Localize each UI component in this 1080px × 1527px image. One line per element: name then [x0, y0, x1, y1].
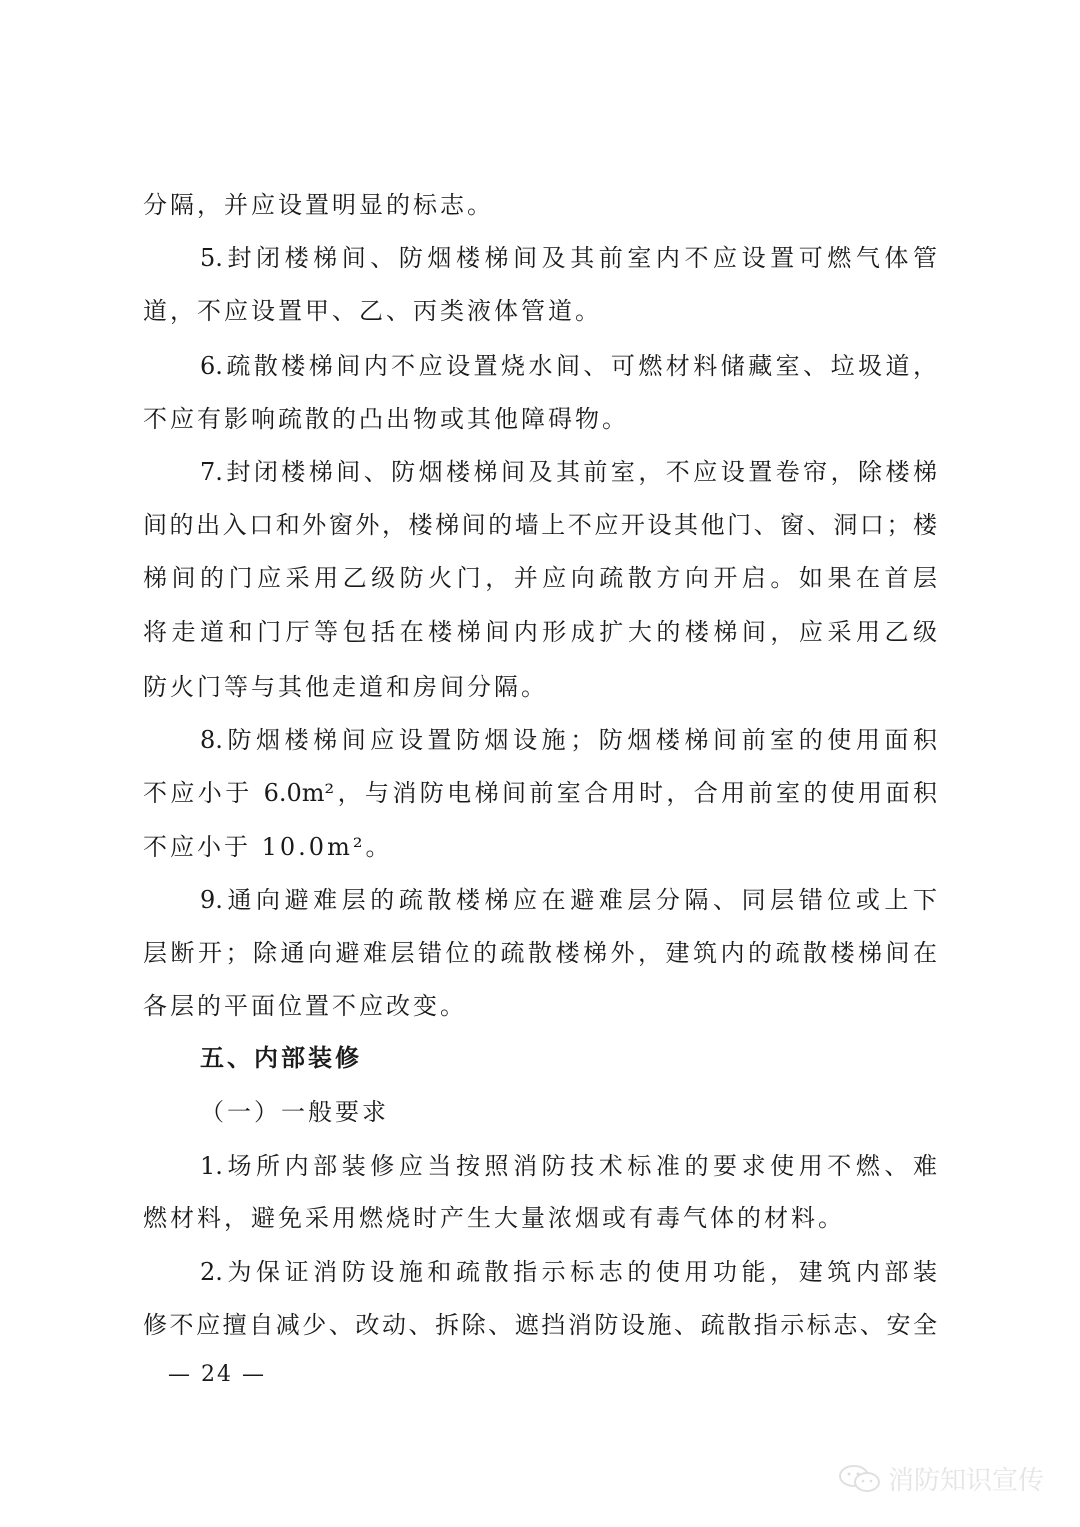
text-line: 6.疏散楼梯间内不应设置烧水间、可燃材料储藏室、垃圾道，	[200, 352, 937, 380]
text-line: 各层的平面位置不应改变。	[143, 992, 467, 1020]
text-line: （一）一般要求	[200, 1098, 389, 1126]
section-heading: 五、内部装修	[200, 1044, 362, 1072]
text-line: 2.为保证消防设施和疏散指示标志的使用功能，建筑内部装	[200, 1258, 937, 1286]
text-line: 道，不应设置甲、乙、丙类液体管道。	[143, 297, 602, 325]
page-number: — 24 —	[168, 1362, 266, 1387]
watermark	[838, 1460, 1044, 1497]
text-line: 梯间的门应采用乙级防火门，并应向疏散方向开启。如果在首层	[143, 564, 937, 592]
text-line: 修不应擅自减少、改动、拆除、遮挡消防设施、疏散指示标志、安全	[143, 1311, 937, 1339]
text-line: 防火门等与其他走道和房间分隔。	[143, 673, 548, 701]
watermark-text: 消防知识宣传	[888, 1466, 1045, 1496]
text-line: 间的出入口和外窗外，楼梯间的墙上不应开设其他门、窗、洞口；楼	[143, 511, 937, 539]
text-line: 燃材料，避免采用燃烧时产生大量浓烟或有毒气体的材料。	[143, 1204, 845, 1232]
text-line: 9.通向避难层的疏散楼梯应在避难层分隔、同层错位或上下	[200, 886, 937, 914]
text-line: 层断开；除通向避难层错位的疏散楼梯外，建筑内的疏散楼梯间在	[143, 939, 937, 967]
text-line: 8.防烟楼梯间应设置防烟设施；防烟楼梯间前室的使用面积	[200, 726, 937, 754]
text-line: 将走道和门厅等包括在楼梯间内形成扩大的楼梯间，应采用乙级	[143, 618, 937, 646]
text-line: 7.封闭楼梯间、防烟楼梯间及其前室，不应设置卷帘，除楼梯	[200, 458, 937, 486]
text-line: 5.封闭楼梯间、防烟楼梯间及其前室内不应设置可燃气体管	[200, 244, 937, 272]
text-line: 不应小于 6.0m²，与消防电梯间前室合用时，合用前室的使用面积	[143, 779, 937, 807]
text-line: 不应小于 10.0m²。	[143, 833, 393, 861]
wechat-icon	[838, 1464, 882, 1494]
text-line: 分隔，并应设置明显的标志。	[143, 191, 494, 219]
text-line: 不应有影响疏散的凸出物或其他障碍物。	[143, 405, 629, 433]
text-line: 1.场所内部装修应当按照消防技术标准的要求使用不燃、难	[200, 1152, 937, 1180]
